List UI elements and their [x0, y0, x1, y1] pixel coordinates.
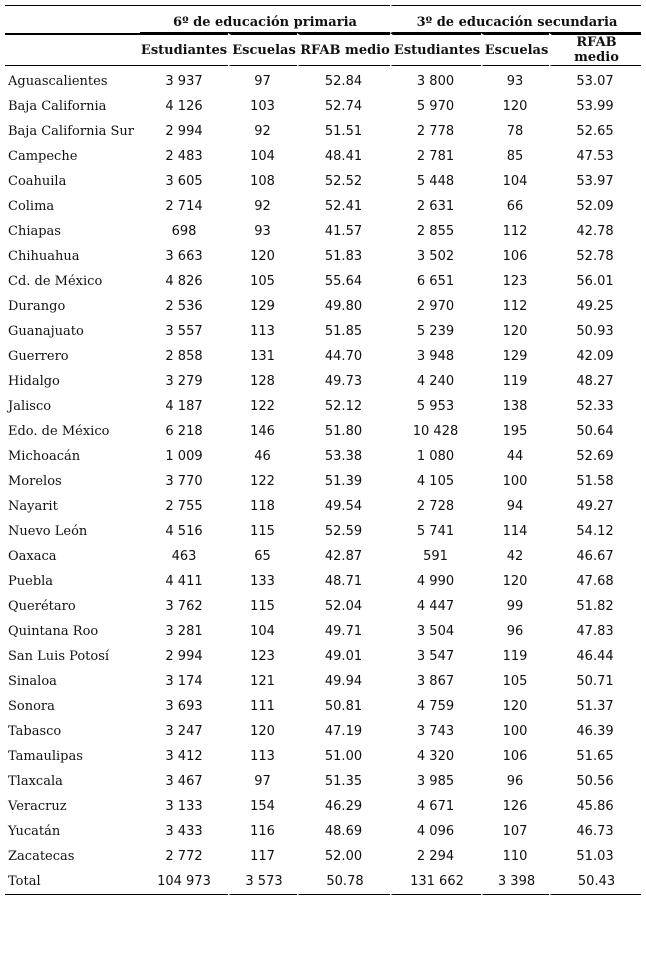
data-table-container [5, 5, 641, 895]
table-cell: 121 [250, 674, 275, 689]
state-name-cell: Veracruz [8, 799, 67, 814]
state-name-cell: Yucatán [8, 824, 61, 839]
table-cell: 52.59 [324, 524, 363, 539]
table-cell: 48.71 [324, 574, 363, 589]
table-cell: 49.80 [324, 299, 363, 314]
table-cell: 51.65 [576, 749, 614, 764]
table-cell: 93 [254, 224, 271, 239]
table-cell: 48.41 [324, 149, 363, 164]
table-cell: 100 [502, 724, 528, 739]
table-cell: 698 [171, 224, 197, 239]
table-cell: 52.65 [576, 124, 614, 139]
table-cell: 106 [502, 749, 528, 764]
table-cell: 4 671 [416, 799, 455, 814]
state-name-cell: Quintana Roo [8, 624, 99, 639]
table-cell: 105 [502, 674, 528, 689]
table-cell: 120 [250, 724, 275, 739]
table-cell: 92 [254, 199, 271, 214]
table-cell: 51.58 [576, 474, 614, 489]
table-cell: 104 [250, 624, 275, 639]
column-header-escuelas-primaria: Escuelas [228, 33, 297, 66]
table-cell: 49.25 [576, 299, 614, 314]
table-cell: 99 [506, 599, 524, 614]
total-cell: 104 973 [140, 869, 228, 895]
table-cell: 46 [254, 449, 271, 464]
table-row [5, 494, 641, 519]
table-cell: 463 [171, 549, 197, 564]
education-table [5, 5, 641, 895]
table-cell: 10 428 [412, 424, 459, 439]
table-cell: 47.68 [576, 574, 614, 589]
table-cell: 108 [250, 174, 275, 189]
table-cell: 120 [502, 99, 528, 114]
table-cell: 49.71 [324, 624, 363, 639]
state-name-cell: Coahuila [8, 174, 67, 189]
table-cell: 115 [250, 599, 275, 614]
table-cell: 129 [250, 299, 275, 314]
table-cell: 50.56 [576, 774, 614, 789]
table-cell: 42.09 [576, 349, 614, 364]
table-cell: 122 [250, 474, 275, 489]
group-header-primaria: 6º de educación primaria [140, 5, 390, 33]
table-cell: 3 948 [416, 349, 455, 364]
table-cell: 52.52 [324, 174, 363, 189]
table-cell: 120 [502, 699, 528, 714]
table-cell: 129 [502, 349, 528, 364]
table-cell: 53.99 [576, 99, 614, 114]
table-cell: 53.97 [576, 174, 614, 189]
table-cell: 104 [250, 149, 275, 164]
table-cell: 4 187 [165, 399, 203, 414]
table-cell: 52.04 [324, 599, 363, 614]
table-row [5, 294, 641, 319]
table-cell: 3 247 [165, 724, 203, 739]
column-header-rfab-primaria: RFAB medio [297, 33, 390, 66]
table-row [5, 419, 641, 444]
table-cell: 106 [502, 249, 528, 264]
table-cell: 105 [250, 274, 275, 289]
table-cell: 96 [506, 774, 524, 789]
state-name-cell: Edo. de México [8, 424, 110, 439]
group-header-row [5, 5, 641, 33]
state-name-cell: Zacatecas [8, 849, 75, 864]
table-cell: 97 [254, 74, 271, 89]
table-cell: 2 781 [416, 149, 455, 164]
table-cell: 2 483 [165, 149, 203, 164]
table-cell: 2 294 [416, 849, 455, 864]
table-cell: 51.39 [324, 474, 363, 489]
column-header-estudiantes-primaria: Estudiantes [140, 33, 228, 66]
table-row [5, 169, 641, 194]
state-name-cell: Baja California [8, 99, 107, 114]
table-cell: 111 [250, 699, 275, 714]
table-row [5, 444, 641, 469]
table-cell: 52.33 [576, 399, 614, 414]
table-cell: 118 [250, 499, 275, 514]
state-name-cell: Morelos [8, 474, 62, 489]
state-name-cell: Puebla [8, 574, 54, 589]
table-cell: 2 778 [416, 124, 455, 139]
table-cell: 48.69 [324, 824, 363, 839]
table-cell: 3 502 [416, 249, 455, 264]
table-cell: 2 728 [416, 499, 455, 514]
state-name-cell: Sonora [8, 699, 55, 714]
table-row [5, 644, 641, 669]
table-cell: 3 937 [165, 74, 203, 89]
table-cell: 53.07 [576, 74, 614, 89]
table-row [5, 769, 641, 794]
table-cell: 120 [250, 249, 275, 264]
table-cell: 85 [506, 149, 524, 164]
table-cell: 3 547 [416, 649, 455, 664]
table-cell: 46.44 [576, 649, 614, 664]
table-row [5, 819, 641, 844]
table-cell: 138 [502, 399, 528, 414]
table-cell: 47.83 [576, 624, 614, 639]
table-cell: 113 [250, 749, 275, 764]
group-header-secundaria: 3º de educación secundaria [390, 5, 641, 33]
table-cell: 122 [250, 399, 275, 414]
table-cell: 46.67 [576, 549, 614, 564]
table-row [5, 319, 641, 344]
table-cell: 2 970 [416, 299, 455, 314]
table-cell: 116 [250, 824, 275, 839]
table-cell: 3 174 [165, 674, 203, 689]
state-name-cell: Tamaulipas [8, 749, 83, 764]
table-cell: 96 [506, 624, 524, 639]
column-header-row [5, 33, 641, 66]
state-column-header [5, 5, 140, 33]
table-cell: 3 663 [165, 249, 203, 264]
table-cell: 2 858 [165, 349, 203, 364]
table-cell: 51.51 [324, 124, 363, 139]
table-cell: 131 [250, 349, 275, 364]
table-cell: 52.09 [576, 199, 614, 214]
table-cell: 42.87 [324, 549, 363, 564]
table-cell: 49.27 [576, 499, 614, 514]
table-cell: 50.81 [324, 699, 363, 714]
state-name-cell: Durango [8, 299, 66, 314]
state-name-cell: Hidalgo [8, 374, 60, 389]
table-cell: 52.00 [324, 849, 363, 864]
state-name-cell: Sinaloa [8, 674, 57, 689]
total-cell: 131 662 [390, 869, 481, 895]
table-cell: 49.73 [324, 374, 363, 389]
table-cell: 3 557 [165, 324, 203, 339]
table-cell: 3 743 [416, 724, 455, 739]
table-cell: 49.54 [324, 499, 363, 514]
table-cell: 50.93 [576, 324, 614, 339]
table-cell: 195 [502, 424, 528, 439]
table-cell: 4 826 [165, 274, 203, 289]
table-cell: 2 714 [165, 199, 203, 214]
state-name-cell: Cd. de México [8, 274, 103, 289]
table-cell: 51.83 [324, 249, 363, 264]
table-cell: 112 [502, 224, 528, 239]
table-row [5, 344, 641, 369]
table-cell: 65 [254, 549, 271, 564]
table-cell: 4 759 [416, 699, 455, 714]
state-name-cell: Michoacán [8, 449, 81, 464]
table-cell: 117 [250, 849, 275, 864]
table-cell: 1 009 [165, 449, 203, 464]
table-cell: 591 [423, 549, 448, 564]
state-name-cell: Oaxaca [8, 549, 57, 564]
state-name-cell: Chiapas [8, 224, 61, 239]
table-cell: 3 281 [165, 624, 203, 639]
table-row [5, 194, 641, 219]
table-row [5, 119, 641, 144]
table-cell: 55.64 [324, 274, 363, 289]
table-cell: 133 [250, 574, 275, 589]
state-name-cell: Querétaro [8, 599, 76, 614]
state-name-cell: Nuevo León [8, 524, 88, 539]
table-row [5, 794, 641, 819]
table-cell: 78 [506, 124, 524, 139]
table-cell: 5 239 [416, 324, 455, 339]
table-cell: 51.03 [576, 849, 614, 864]
table-cell: 119 [502, 649, 528, 664]
table-header [5, 5, 641, 66]
table-row [5, 144, 641, 169]
table-cell: 4 105 [416, 474, 455, 489]
total-cell: 3 573 [228, 869, 297, 895]
table-cell: 4 447 [416, 599, 455, 614]
table-cell: 94 [506, 499, 524, 514]
table-cell: 5 741 [416, 524, 455, 539]
table-cell: 5 953 [416, 399, 455, 414]
table-cell: 112 [502, 299, 528, 314]
table-cell: 66 [506, 199, 524, 214]
table-cell: 119 [502, 374, 528, 389]
state-name-cell: Campeche [8, 149, 78, 164]
state-name-cell: Colima [8, 199, 55, 214]
table-row [5, 269, 641, 294]
table-row [5, 369, 641, 394]
table-cell: 4 240 [416, 374, 455, 389]
table-body [5, 66, 641, 869]
total-row [5, 869, 641, 895]
table-row [5, 594, 641, 619]
table-cell: 44.70 [324, 349, 363, 364]
table-cell: 3 770 [165, 474, 203, 489]
table-cell: 104 [502, 174, 528, 189]
table-cell: 3 800 [416, 74, 455, 89]
table-cell: 146 [250, 424, 275, 439]
table-cell: 49.94 [324, 674, 363, 689]
table-row [5, 219, 641, 244]
table-cell: 51.35 [324, 774, 363, 789]
table-cell: 5 970 [416, 99, 455, 114]
column-header-state [5, 33, 140, 66]
table-cell: 2 536 [165, 299, 203, 314]
table-cell: 2 994 [165, 124, 203, 139]
table-row [5, 244, 641, 269]
table-cell: 53.38 [324, 449, 363, 464]
state-name-cell: Guerrero [8, 349, 69, 364]
table-cell: 52.74 [324, 99, 363, 114]
table-cell: 4 320 [416, 749, 455, 764]
table-cell: 54.12 [576, 524, 614, 539]
table-cell: 113 [250, 324, 275, 339]
column-header-rfab-secundaria: RFAB medio [549, 33, 641, 66]
table-cell: 4 516 [165, 524, 203, 539]
table-row [5, 544, 641, 569]
table-cell: 3 985 [416, 774, 455, 789]
table-cell: 1 080 [416, 449, 455, 464]
state-name-cell: Aguascalientes [8, 74, 108, 89]
table-cell: 51.37 [576, 699, 614, 714]
state-name-cell: Tabasco [8, 724, 62, 739]
state-name-cell: Chihuahua [8, 249, 80, 264]
table-row [5, 619, 641, 644]
table-cell: 4 990 [416, 574, 455, 589]
table-cell: 51.85 [324, 324, 363, 339]
state-name-cell: Tlaxcala [8, 774, 63, 789]
table-cell: 6 651 [416, 274, 455, 289]
table-cell: 45.86 [576, 799, 614, 814]
table-cell: 3 504 [416, 624, 455, 639]
table-cell: 52.12 [324, 399, 363, 414]
table-cell: 46.29 [324, 799, 363, 814]
column-header-estudiantes-secundaria: Estudiantes [390, 33, 481, 66]
table-cell: 6 218 [165, 424, 203, 439]
table-cell: 120 [502, 324, 528, 339]
column-header-escuelas-secundaria: Escuelas [481, 33, 549, 66]
table-cell: 120 [502, 574, 528, 589]
table-cell: 2 994 [165, 649, 203, 664]
total-label: Total [5, 869, 140, 895]
table-cell: 3 762 [165, 599, 203, 614]
table-cell: 3 467 [165, 774, 203, 789]
table-cell: 3 412 [165, 749, 203, 764]
table-cell: 126 [502, 799, 528, 814]
table-cell: 3 867 [416, 674, 455, 689]
table-row [5, 519, 641, 544]
table-row [5, 569, 641, 594]
table-cell: 4 411 [165, 574, 203, 589]
table-row [5, 669, 641, 694]
table-cell: 47.53 [576, 149, 614, 164]
table-cell: 3 605 [165, 174, 203, 189]
total-cell: 50.43 [549, 869, 641, 895]
table-cell: 52.41 [324, 199, 363, 214]
table-cell: 56.01 [576, 274, 614, 289]
table-cell: 48.27 [576, 374, 614, 389]
table-row [5, 694, 641, 719]
table-cell: 100 [502, 474, 528, 489]
table-cell: 52.78 [576, 249, 614, 264]
table-cell: 51.82 [576, 599, 614, 614]
table-cell: 46.73 [576, 824, 614, 839]
table-cell: 2 755 [165, 499, 203, 514]
table-cell: 5 448 [416, 174, 455, 189]
table-cell: 123 [250, 649, 275, 664]
table-cell: 3 693 [165, 699, 203, 714]
table-cell: 4 096 [416, 824, 455, 839]
table-cell: 50.71 [576, 674, 614, 689]
table-row [5, 744, 641, 769]
table-cell: 128 [250, 374, 275, 389]
table-cell: 2 631 [416, 199, 455, 214]
table-cell: 49.01 [324, 649, 363, 664]
table-cell: 115 [250, 524, 275, 539]
total-cell: 3 398 [481, 869, 549, 895]
table-cell: 2 772 [165, 849, 203, 864]
table-cell: 50.64 [576, 424, 614, 439]
table-row [5, 469, 641, 494]
table-cell: 51.80 [324, 424, 363, 439]
table-cell: 47.19 [324, 724, 363, 739]
table-cell: 44 [506, 449, 524, 464]
table-row [5, 844, 641, 869]
table-cell: 42 [506, 549, 524, 564]
table-cell: 114 [502, 524, 528, 539]
table-cell: 46.39 [576, 724, 614, 739]
table-row [5, 94, 641, 119]
table-cell: 92 [254, 124, 271, 139]
table-cell: 41.57 [324, 224, 363, 239]
table-cell: 52.84 [324, 74, 363, 89]
table-cell: 52.69 [576, 449, 614, 464]
table-row [5, 394, 641, 419]
state-name-cell: San Luis Potosí [8, 649, 110, 664]
table-cell: 42.78 [576, 224, 614, 239]
state-name-cell: Baja California Sur [8, 124, 134, 139]
table-cell: 123 [502, 274, 528, 289]
state-name-cell: Nayarit [8, 499, 58, 514]
table-cell: 107 [502, 824, 528, 839]
table-cell: 97 [254, 774, 271, 789]
table-cell: 103 [250, 99, 275, 114]
table-cell: 93 [506, 74, 524, 89]
table-cell: 4 126 [165, 99, 203, 114]
table-row [5, 66, 641, 94]
table-cell: 51.00 [324, 749, 363, 764]
table-cell: 3 433 [165, 824, 203, 839]
state-name-cell: Guanajuato [8, 324, 84, 339]
state-name-cell: Jalisco [8, 399, 52, 414]
table-cell: 154 [250, 799, 275, 814]
total-cell: 50.78 [297, 869, 390, 895]
table-cell: 2 855 [416, 224, 455, 239]
table-cell: 3 133 [165, 799, 203, 814]
table-cell: 3 279 [165, 374, 203, 389]
table-cell: 110 [502, 849, 528, 864]
table-row [5, 719, 641, 744]
